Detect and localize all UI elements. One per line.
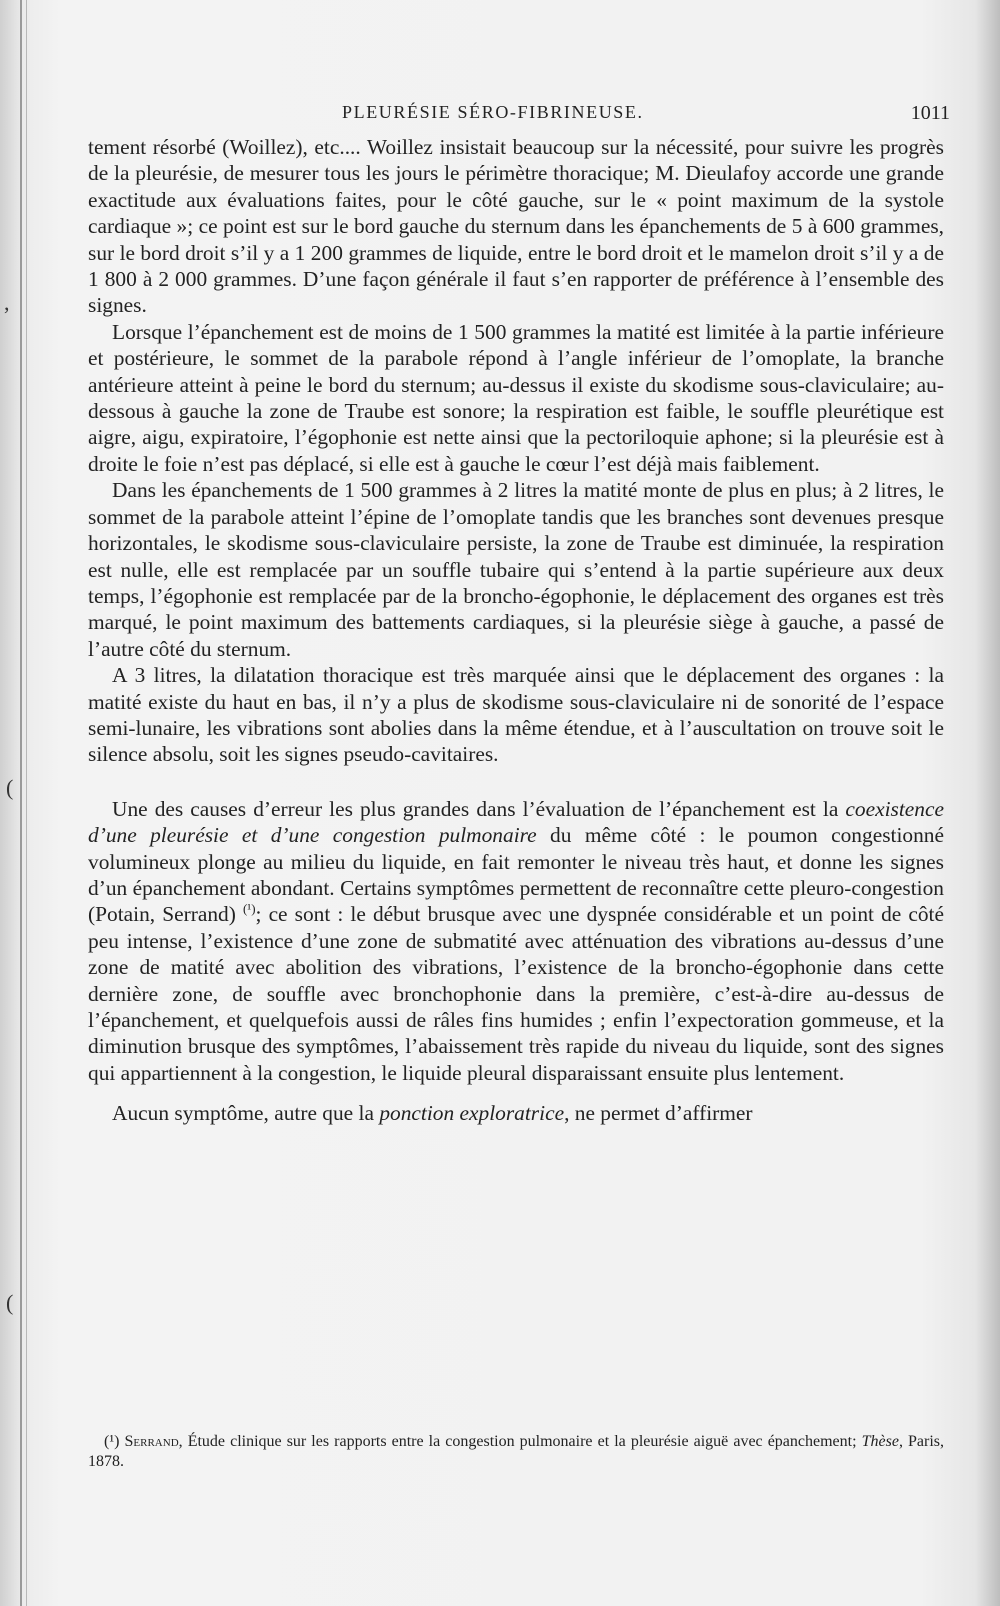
- page-number: 1011: [910, 102, 950, 124]
- footnote-text: , Étude clinique sur les rapports entre la congestion pulmonaire et la pleurésie aiguë avec épanchement;: [178, 1433, 862, 1450]
- margin-mark: (: [6, 775, 14, 800]
- italic-phrase: coexistence d’une pleurésie et d’une congestion pulmonaire: [88, 796, 944, 848]
- paragraph: [88, 1100, 944, 1126]
- paragraph-text: Une des causes d’erreur les plus grandes dans l’évaluation de l’épanchement est la: [112, 796, 846, 821]
- paragraph-text: , ne permet d’affirmer: [564, 1101, 753, 1126]
- paragraph-text: Aucun symptôme, autre que la: [112, 1101, 380, 1126]
- paragraph: [88, 796, 944, 1086]
- margin-mark: (: [6, 1290, 14, 1315]
- page-header: [90, 102, 950, 132]
- paragraph: Lorsque l’épanchement est de moins de 1 500 grammes la matité est limitée à la partie inférieure et postérieure, le sommet de la parabole répond à l’angle inférieur de l’omoplate, la branche antérieure atteint à peine le bord du sternum; au-dessus il existe du skodisme sous-claviculaire; au-dessous à gauche la zone de Traube est sonore; la respiration est faible, le souffle pleurétique est aigre, aigu, expiratoire, l’égophonie est nette ainsi que la pectoriloquie aphone; si la pleurésie est à droite le foie n’est pas déplacé, si elle est à gauche le cœur l’est déjà mais faiblement.: [88, 319, 944, 476]
- running-title: PLEURÉSIE SÉRO-FIBRINEUSE.: [342, 102, 644, 122]
- page-gutter-line: [26, 0, 27, 1606]
- footnote-reference: (¹): [242, 901, 256, 917]
- footnote: [88, 1432, 944, 1472]
- footnote-text: , Paris, 1878.: [88, 1433, 944, 1470]
- paragraph-text: ; ce sont : le début brusque avec une dyspnée considérable et un point de côté peu intense, l’existence d’une zone de submatité avec atténuation des vibrations au-dessus d’une zone de matité avec abolition des vibrations, l’existence de la broncho-égophonie dans cette dernière zone, de souffle avec bronchophonie dans la première, c’est-à-dire au-dessus de l’épanchement, et quelquefois aussi de râles fins humides ; enfin l’expectoration gommeuse, et la diminution brusque des symptômes, l’abaissement très rapide du niveau du liquide, sont des signes qui appartiennent à la congestion, le liquide pleural disparaissant ensuite plus lentement.: [88, 902, 944, 1085]
- paragraph-text: du même côté : le poumon congestionné volumineux plonge au milieu du liquide, en fait remonter le niveau très haut, et donne les signes d’un épanchement abondant. Certains symptômes permettent de reconnaître cette pleuro-congestion (Potain, Serrand): [88, 823, 944, 927]
- paragraph: A 3 litres, la dilatation thoracique est très marquée ainsi que le déplacement des organes : la matité existe du haut en bas, il n’y a plus de skodisme sous-claviculaire ni de sonorité de l’espace semi-lunaire, les vibrations sont abolies dans la même étendue, et à l’auscultation on trouve soit le silence absolu, soit les signes pseudo-cavitaires.: [88, 663, 944, 767]
- footnote-italic: Thèse: [861, 1433, 899, 1450]
- body-text: [88, 134, 944, 1127]
- italic-phrase: ponction exploratrice: [379, 1101, 565, 1126]
- margin-mark: ,: [4, 290, 10, 315]
- paragraph: Dans les épanchements de 1 500 grammes à 2 litres la matité monte de plus en plus; à 2 litres, le sommet de la parabole atteint l’épine de l’omoplate tandis que les branches sont devenues presque horizontales, le skodisme sous-claviculaire persiste, la zone de Traube est diminuée, la respiration est nulle, elle est remplacée par un souffle tubaire qui s’entend à la partie supérieure aux deux temps, l’égophonie est remplacée par de la broncho-égophonie, le déplacement des organes est très marqué, le point maximum des battements cardiaques, si la pleurésie siège à gauche, a passé de l’autre côté du sternum.: [88, 478, 944, 661]
- footnote-marker: (¹): [104, 1433, 120, 1450]
- paragraph: tement résorbé (Woillez), etc.... Woillez insistait beaucoup sur la nécessité, pour suivre les progrès de la pleurésie, de mesurer tous les jours le périmètre thoracique; M. Dieulafoy accorde une grande exactitude aux évaluations faites, pour le côté gauche, sur le « point maximum de la systole cardiaque »; ce point est sur le bord gauche du sternum dans les épanchements de 5 à 600 grammes, sur le bord droit s’il y a 1 200 grammes de liquide, entre le bord droit et le mamelon droit s’il y a de 1 800 à 2 000 grammes. D’une façon générale il faut s’en rapporter de préférence à l’ensemble des signes.: [88, 135, 944, 318]
- page-gutter-shadow: [20, 0, 22, 1606]
- footnote-author: Serrand: [124, 1433, 179, 1450]
